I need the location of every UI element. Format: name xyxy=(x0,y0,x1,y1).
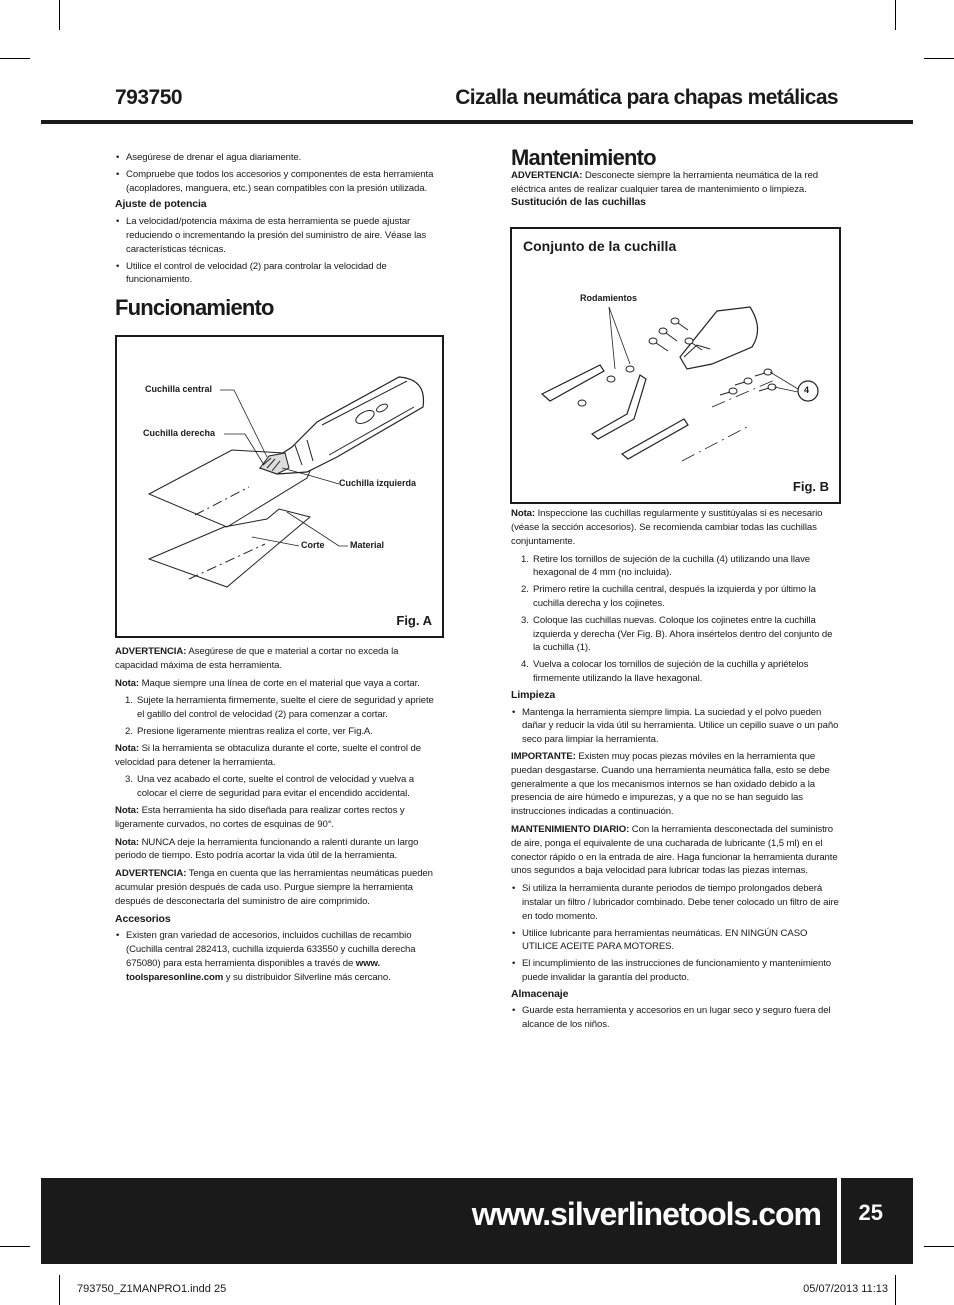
list-item: 3. Coloque las cuchillas nuevas. Coloque los cojinetes entre la cuchilla izquierda y derecha (Ver Fig. B). Ahora insértelos dentro del conjunto de la cuchilla (1). xyxy=(521,614,833,654)
power-heading: Ajuste de potencia xyxy=(115,198,207,211)
leader-line xyxy=(774,387,798,392)
blade-assembly-illustration xyxy=(512,229,839,502)
assembly-line xyxy=(682,427,747,461)
list-item: 1. Retire los tornillos de sujeción de la cuchilla (4) utilizando una llave hexagonal de 4 mm (no incluida). xyxy=(521,553,811,579)
cut-line xyxy=(195,487,249,515)
list-item: • Utilice el control de velocidad (2) para controlar la velocidad de funcionamiento. xyxy=(115,260,443,288)
warning-paragraph: ADVERTENCIA: Desconecte siempre la herramienta neumática de la red eléctrica antes de realizar cualquier tarea de mantenimiento o limpieza. xyxy=(511,169,818,195)
list-item: • Mantenga la herramienta siempre limpia. La suciedad y el polvo pueden dañar y reducir la vida útil su herramienta. Utilice un cepillo suave o un paño seco para limpiar la herramienta. xyxy=(511,706,839,747)
figure-a-label: Fig. A xyxy=(396,613,432,628)
figure-b xyxy=(510,227,841,504)
maintenance-title: Mantenimiento xyxy=(511,145,656,170)
steps-list xyxy=(115,773,443,801)
list-item: • El incumplimiento de las instrucciones de funcionamiento y mantenimiento puede invalidar la garantía del producto. xyxy=(511,957,839,985)
callout-left-blade: Cuchilla izquierda xyxy=(339,478,417,488)
leader-line xyxy=(220,390,267,457)
daily-maintenance-paragraph: MANTENIMIENTO DIARIO: Con la herramienta desconectada del suministro de aire, ponga el equivalente de una cucharada de lubricante (1,5 ml) en el conector rápido o en la entrada de aire. Haga funcionar la herramienta durante unos segundos a baja velocidad para lubricar todas las piezas internas. xyxy=(511,823,838,877)
footer-separator xyxy=(837,1178,841,1264)
list-item: • Utilice lubricante para herramientas neumáticas. EN NINGÚN CASO UTILICE ACEITE PARA MOTORES. xyxy=(511,927,839,955)
page-title: Cizalla neumática para chapas metálicas xyxy=(455,86,838,109)
steps-list xyxy=(115,694,443,738)
crop-mark xyxy=(924,1246,954,1247)
list-item: 2. Primero retire la cuchilla central, después la izquierda y por último la cuchilla derecha y los cojinetes. xyxy=(521,584,816,609)
list-item: • Asegúrese de drenar el agua diariamente. xyxy=(115,151,443,165)
note-paragraph: Nota: Maque siempre una línea de corte en el material que vaya a cortar. xyxy=(115,677,420,689)
important-paragraph: IMPORTANTE: Existen muy pocas piezas móviles en la herramienta que puedan desgastarse. Cuando una herramienta neumática falla, esto se debe generalmente a que los mecanismos internos se han oxidado debido a la presencia de aire húmedo e impurezas, y a que no se han seguido las instrucciones indicadas a continuación. xyxy=(511,750,830,818)
cut-line xyxy=(189,544,265,579)
model-number: 793750 xyxy=(115,86,183,109)
footer-url[interactable]: www.silverlinetools.com xyxy=(471,1196,821,1232)
crop-mark xyxy=(0,58,30,59)
list-item: 1. Sujete la herramienta firmemente, suelte el ciere de seguridad y apriete el gatillo del control de velocidad (2) para comenzar a cortar. xyxy=(125,695,434,721)
left-blade xyxy=(542,365,604,401)
list-item: • Existen gran variedad de accesorios, incluidos cuchillas de recambio (Cuchilla central 282413, cuchilla izquierda 633550 y cuchilla derecha 675080) para esta herramienta disponibles a través de www. toolsparesonline.com y su distribuidor Silverline más cercano. xyxy=(115,929,443,984)
accessories-heading: Accesorios xyxy=(115,912,171,925)
intro-bullets xyxy=(115,151,443,195)
figure-a xyxy=(115,335,444,638)
crop-mark xyxy=(59,0,60,30)
crop-mark xyxy=(895,0,896,30)
material-sheet xyxy=(149,509,310,587)
callout-number: 4 xyxy=(804,385,810,395)
crop-mark xyxy=(0,1246,30,1247)
storage-bullets xyxy=(511,1004,839,1032)
list-item: • Si utiliza la herramienta durante periodos de tiempo prolongados deberá instalar un filtro / lubricador combinado. Debe tener colocado un filtro de aire en todo momento. xyxy=(511,882,839,923)
note-paragraph: Nota: Esta herramienta ha sido diseñada para realizar cortes rectos y ligeramente curvados, no cortes de esquinas de 90°. xyxy=(115,804,405,830)
figure-b-title: Conjunto de la cuchilla xyxy=(523,238,677,254)
blade-heading: Sustitución de las cuchillas xyxy=(511,196,646,209)
steps-list xyxy=(511,553,839,686)
page-number: 25 xyxy=(858,1200,883,1225)
figure-b-label: Fig. B xyxy=(792,479,829,494)
cleaning-heading: Limpieza xyxy=(511,688,556,701)
crop-mark xyxy=(59,1275,60,1305)
list-item: 4. Vuelva a colocar los tornillos de sujeción de la cuchilla y apriételos firmemente utilizando la llave hexagonal. xyxy=(521,659,809,684)
warning-paragraph: ADVERTENCIA: Tenga en cuenta que las herramientas neumáticas pueden acumular presión después de cada uso. Purgue siempre la herramienta después de desconectarla del suministro de aire comprimido. xyxy=(115,868,433,907)
crop-mark xyxy=(924,58,954,59)
callout-material: Material xyxy=(350,540,385,550)
accessories-link[interactable]: www. toolsparesonline.com xyxy=(126,957,381,983)
list-item: • Guarde esta herramienta y accesorios en un lugar seco y seguro fuera del alcance de los niños. xyxy=(511,1004,839,1032)
operation-title: Funcionamiento xyxy=(115,295,274,321)
cleaning-bullets xyxy=(511,706,839,747)
warning-paragraph: ADVERTENCIA: Asegúrese de que e material a cortar no exceda la capacidad máxima de esta herramienta. xyxy=(115,645,399,671)
callout-right-blade: Cuchilla derecha xyxy=(143,428,216,438)
slug-file: 793750_Z1MANPRO1.indd 25 xyxy=(77,1283,227,1295)
list-item: • La velocidad/potencia máxima de esta herramienta se puede ajustar reduciendo o incrementando la presión del suministro de aire. Véase las características técnicas. xyxy=(115,215,443,256)
lubrication-bullets xyxy=(511,882,839,985)
list-item: 2. Presione ligeramente mientras realiza el corte, ver Fig.A. xyxy=(125,725,373,737)
right-blade xyxy=(622,419,688,459)
note-paragraph: Nota: Si la herramienta se obtaculiza durante el corte, suelte el control de velocidad para detener la herramienta. xyxy=(115,742,421,768)
power-bullets xyxy=(115,215,443,287)
list-item: 3. Una vez acabado el corte, suelte el control de velocidad y vuelva a colocar el cierre de seguridad para evitar el encendido accidental. xyxy=(125,774,415,800)
callout-central-blade: Cuchilla central xyxy=(145,384,213,394)
header-rule xyxy=(41,120,913,124)
callout-bearings: Rodamientos xyxy=(580,293,638,303)
accessories-bullets xyxy=(115,929,443,984)
central-blade xyxy=(592,375,646,439)
slug-date: 05/07/2013 11:13 xyxy=(803,1283,888,1295)
leader-line xyxy=(252,537,299,546)
list-item: • Compruebe que todos los accesorios y componentes de esta herramienta (acopladores, manguera, etc.) sean compatibles con la presión utilizada. xyxy=(115,168,443,196)
footer-bar xyxy=(41,1178,913,1264)
note-paragraph: Nota: Inspeccione las cuchillas regularmente y sustitúyalas si es necesario (véase la sección accesorios). Se recomienda cambiar todas las cuchillas conjuntamente. xyxy=(511,508,823,547)
storage-heading: Almacenaje xyxy=(511,987,569,1000)
leader-line xyxy=(609,307,615,369)
crop-mark xyxy=(895,1275,896,1305)
note-paragraph: Nota: NUNCA deje la herramienta funcionando a ralentí durante un largo periodo de tiempo. Esto podría acortar la vida útil de la herramienta. xyxy=(115,836,419,862)
callout-cut: Corte xyxy=(301,540,325,550)
